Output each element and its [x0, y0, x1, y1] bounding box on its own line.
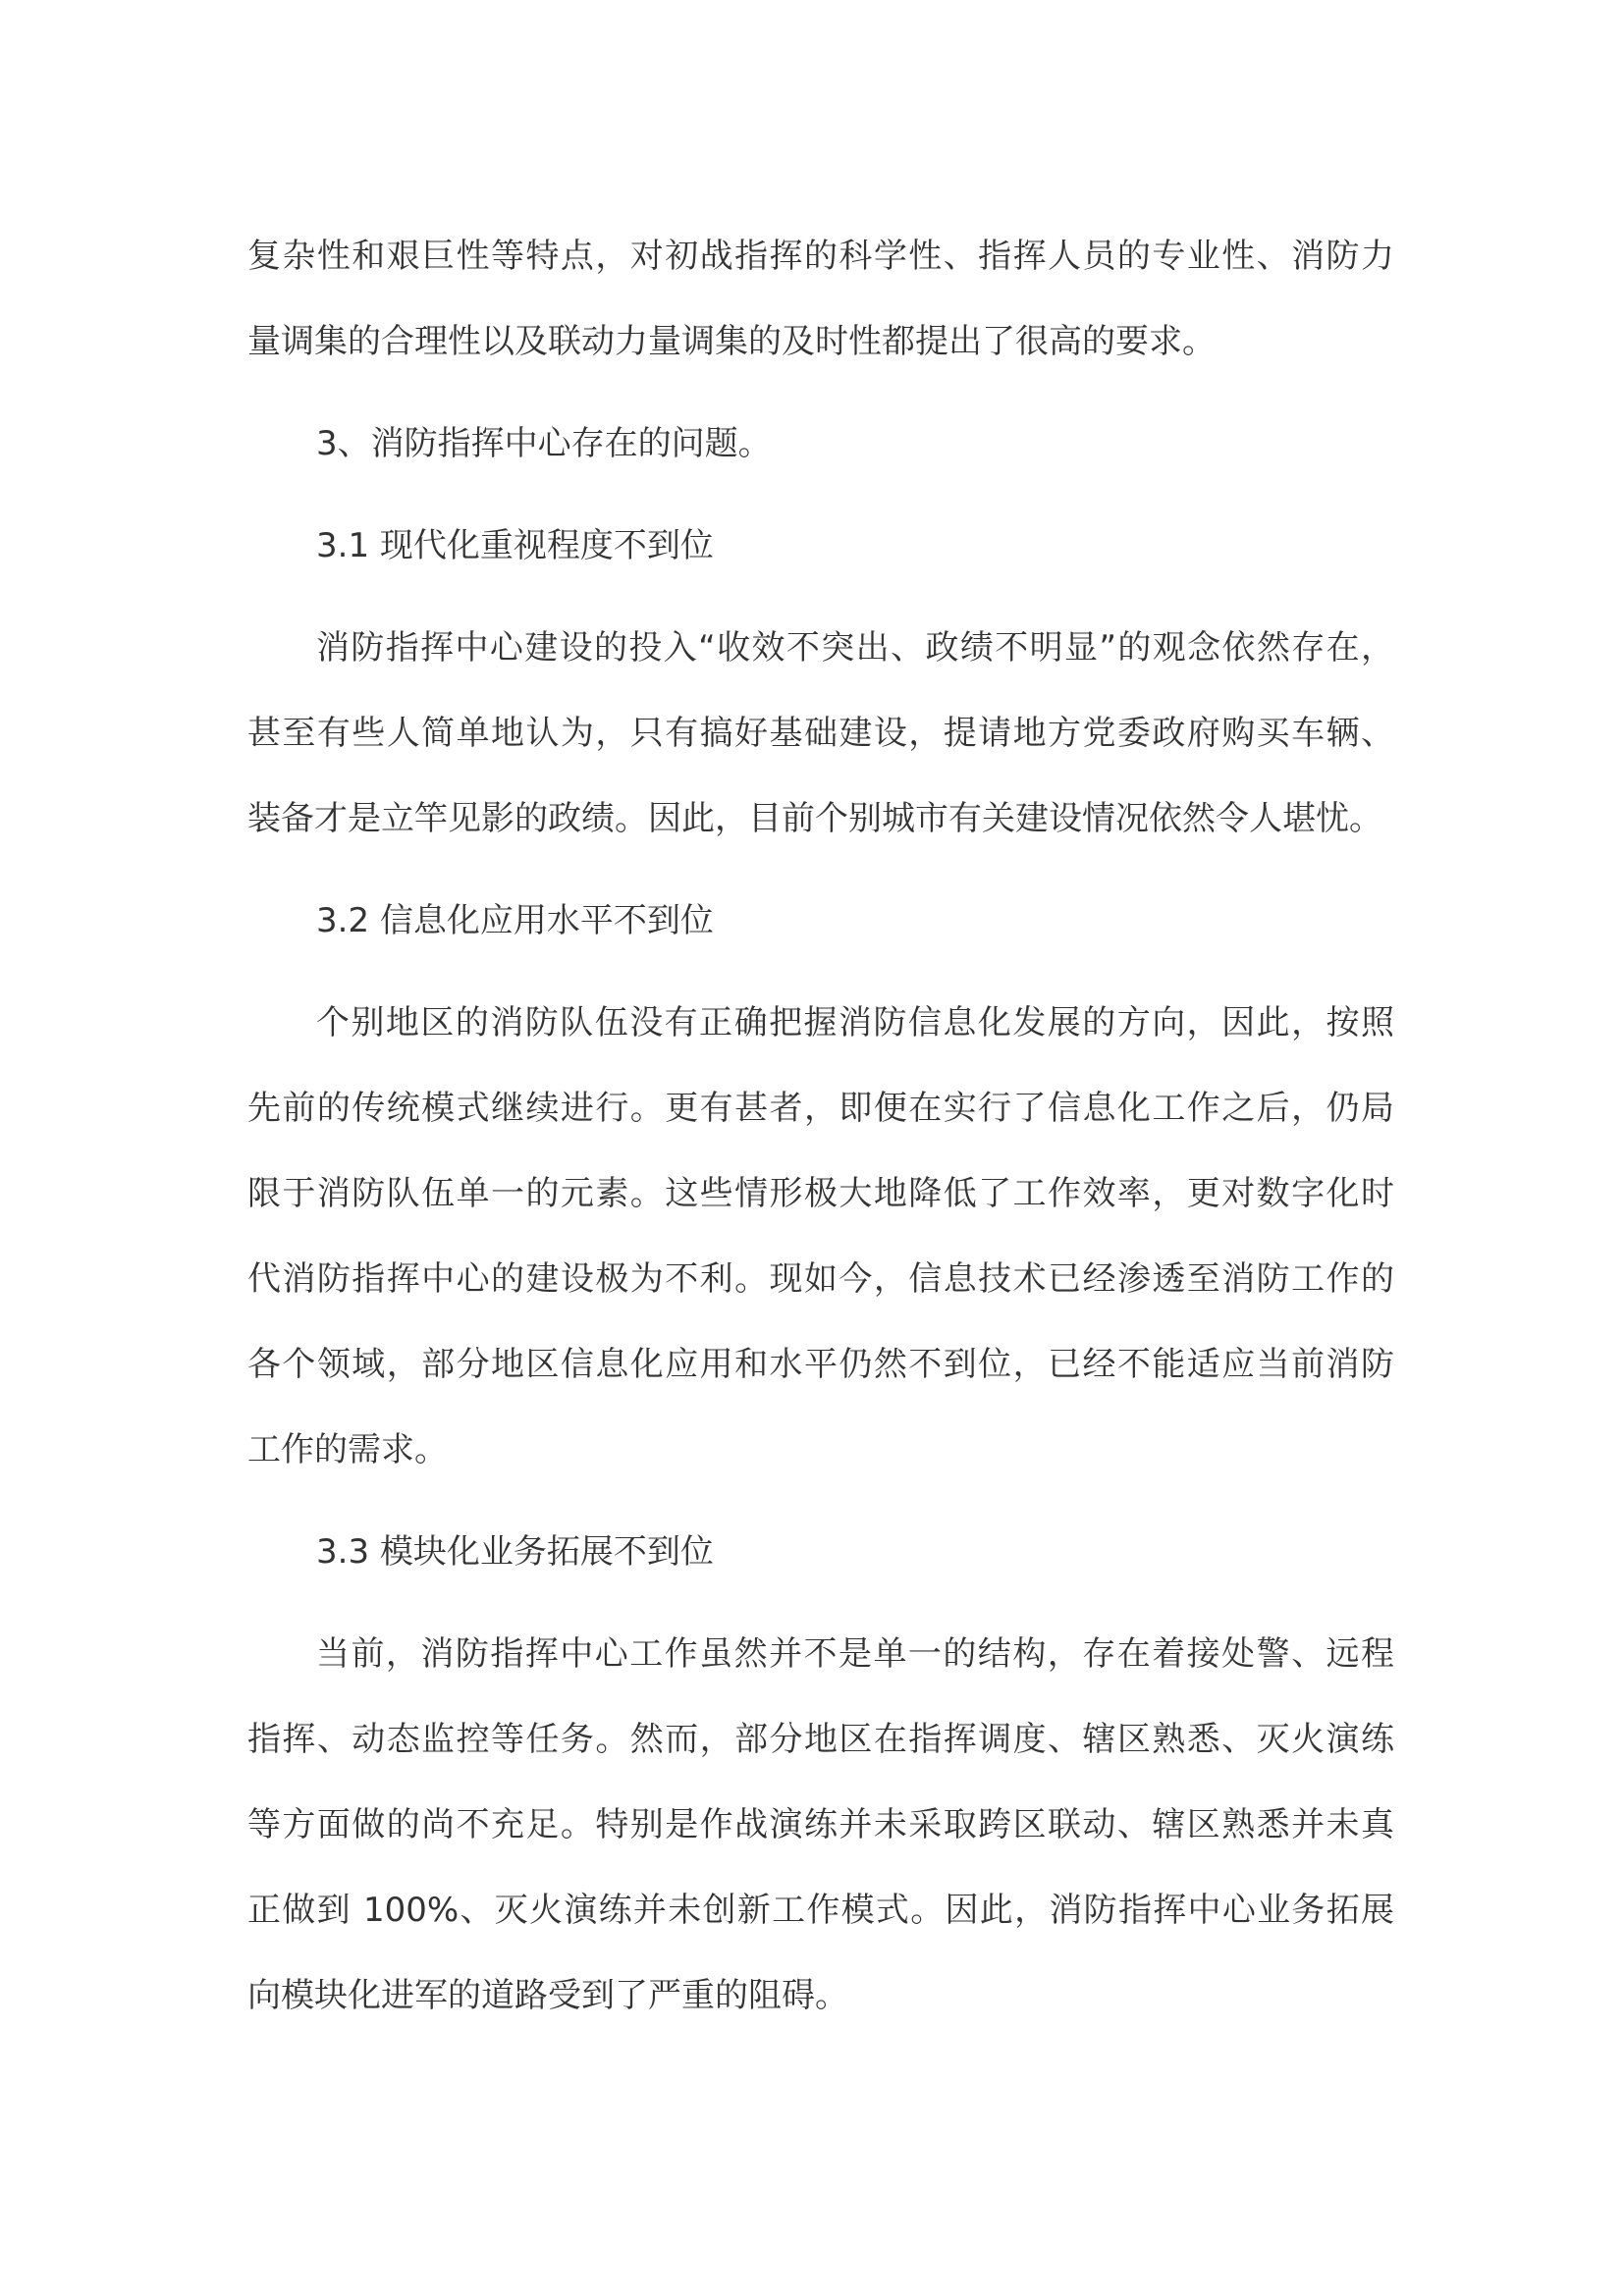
text-line: 当前，消防指挥中心工作虽然并不是单一的结构，存在着接处警、远程 [316, 1634, 1394, 1674]
body-paragraph [247, 981, 1394, 1493]
text-line: 指挥、动态监控等任务。然而，部分地区在指挥调度、辖区熟悉、灭火演练 [247, 1720, 1394, 1759]
text-line: 甚至有些人简单地认为，只有搞好基础建设，提请地方党委政府购买车辆、 [247, 714, 1394, 753]
text-line: 复杂性和艰巨性等特点，对初战指挥的科学性、指挥人员的专业性、消防力 [247, 237, 1394, 276]
text-line: 正做到 100%、灭火演练并未创新工作模式。因此，消防指挥中心业务拓展 [247, 1891, 1394, 1930]
text-line: 3.3 模块化业务拓展不到位 [316, 1532, 714, 1572]
text-line: 量调集的合理性以及联动力量调集的及时性都提出了很高的要求。 [247, 322, 1216, 361]
text-line: 3、消防指挥中心存在的问题。 [316, 424, 772, 463]
text-line: 向模块化进军的道路受到了严重的阻碍。 [247, 1976, 848, 2015]
text-line: 3.1 现代化重视程度不到位 [316, 526, 714, 565]
text-line: 消防指挥中心建设的投入“收效不突出、政绩不明显”的观念依然存在， [316, 628, 1394, 667]
text-line: 3.2 信息化应用水平不到位 [316, 901, 714, 940]
text-line: 各个领域，部分地区信息化应用和水平仍然不到位，已经不能适应当前消防 [247, 1345, 1394, 1384]
section-heading [247, 1510, 1394, 1595]
text-line: 等方面做的尚不充足。特别是作战演练并未采取跨区联动、辖区熟悉并未真 [247, 1805, 1394, 1844]
document-body [247, 214, 1394, 2056]
body-paragraph [247, 606, 1394, 862]
text-line: 先前的传统模式继续进行。更有甚者，即便在实行了信息化工作之后，仍局 [247, 1089, 1394, 1128]
text-line: 个别地区的消防队伍没有正确把握消防信息化发展的方向，因此，按照 [316, 1003, 1394, 1042]
body-paragraph [247, 1612, 1394, 2039]
text-line: 代消防指挥中心的建设极为不利。现如今，信息技术已经渗透至消防工作的 [247, 1259, 1394, 1299]
body-paragraph [247, 214, 1394, 385]
text-line: 限于消防队伍单一的元素。这些情形极大地降低了工作效率，更对数字化时 [247, 1174, 1394, 1213]
section-heading [247, 879, 1394, 964]
text-line: 装备才是立竿见影的政绩。因此，目前个别城市有关建设情况依然令人堪忧。 [247, 799, 1382, 838]
section-heading [247, 401, 1394, 487]
section-heading [247, 504, 1394, 589]
text-line: 工作的需求。 [247, 1430, 448, 1469]
